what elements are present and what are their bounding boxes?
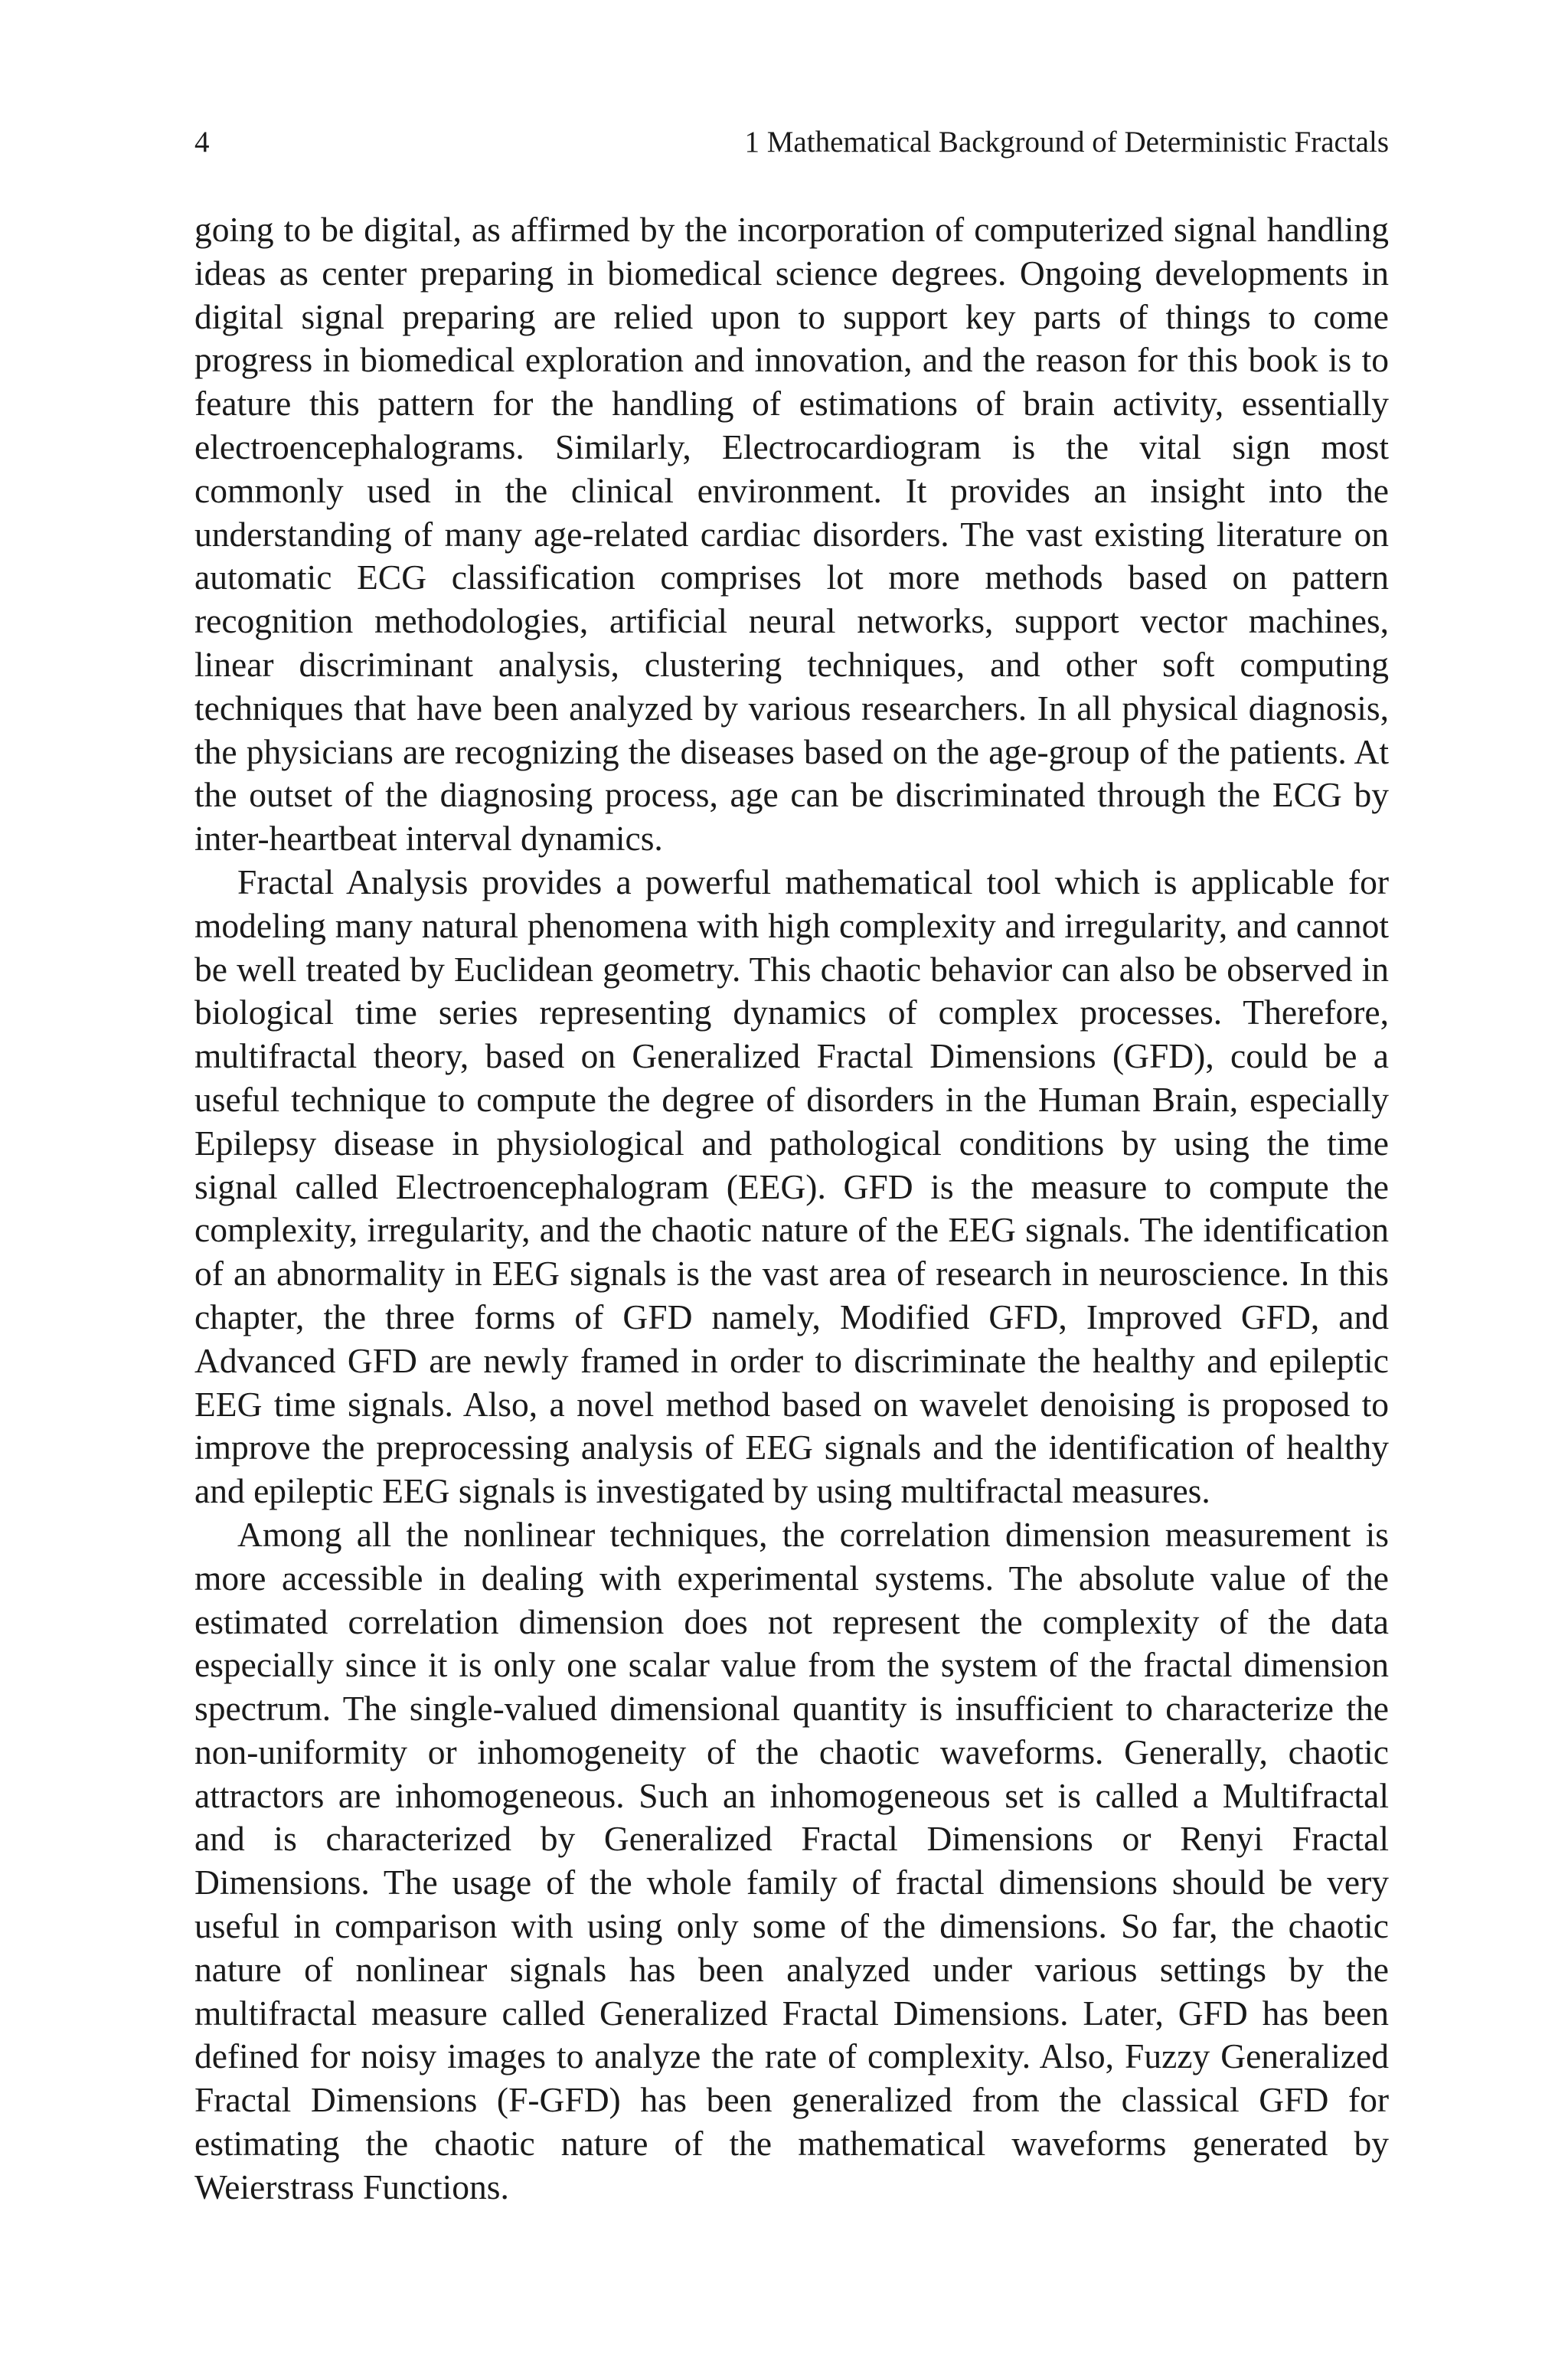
body-text	[194, 208, 1389, 2210]
chapter-title: 1 Mathematical Background of Deterministic Fractals	[744, 126, 1389, 159]
running-head	[194, 124, 1389, 161]
page-number: 4	[194, 126, 210, 159]
paragraph-1: going to be digital, as affirmed by the incorporation of computerized signal handling ideas as center preparing in biomedical science degrees. Ongoing developments in digital signal preparing are relied upon to support key parts of things to come progress in biomedical exploration and innovation, and the reason for this book is to feature this pattern for the handling of estimations of brain activity, essentially electroencephalograms. Similarly, Electrocardiogram is the vital sign most commonly used in the clinical environment. It provides an insight into the understanding of many age-related cardiac disorders. The vast existing literature on automatic ECG classification comprises lot more methods based on pattern recognition methodologies, artificial neural networks, support vector machines, linear discriminant analysis, clustering techniques, and other soft computing techniques that have been analyzed by various researchers. In all physical diagnosis, the physicians are recognizing the diseases based on the age-group of the patients. At the outset of the diagnosing process, age can be discriminated through the ECG by inter-heartbeat interval dynamics.	[194, 210, 1389, 859]
paragraph-2: Fractal Analysis provides a powerful mathematical tool which is applicable for modeling many natural phenomena with high complexity and irregularity, and cannot be well treated by Euclidean geometry. This chaotic behavior can also be observed in biological time series representing dynamics of complex processes. Therefore, multifractal theory, based on Generalized Fractal Dimensions (GFD), could be a useful technique to compute the degree of disorders in the Human Brain, especially Epilepsy disease in physiological and pathological conditions by using the time signal called Electroencephalogram (EEG). GFD is the measure to compute the complexity, irregularity, and the chaotic nature of the EEG signals. The identification of an abnormality in EEG signals is the vast area of research in neuroscience. In this chapter, the three forms of GFD namely, Modified GFD, Improved GFD, and Advanced GFD are newly framed in order to discriminate the healthy and epileptic EEG time signals. Also, a novel method based on wavelet denoising is proposed to improve the preprocessing analysis of EEG signals and the identification of healthy and epileptic EEG signals is investigated by using multifractal measures.	[194, 862, 1389, 1511]
paragraph-3: Among all the nonlinear techniques, the correlation dimension measurement is more accessible in dealing with experimental systems. The absolute value of the estimated correlation dimension does not represent the complexity of the data especially since it is only one scalar value from the system of the fractal dimension spectrum. The single-valued dimensional quantity is insufficient to characterize the non-uniformity or inhomogeneity of the chaotic waveforms. Generally, chaotic attractors are inhomogeneous. Such an inhomogeneous set is called a Multifractal and is characterized by Generalized Fractal Dimensions or Renyi Fractal Dimensions. The usage of the whole family of fractal dimensions should be very useful in comparison with using only some of the dimensions. So far, the chaotic nature of nonlinear signals has been analyzed under various settings by the multifractal measure called Generalized Fractal Dimensions. Later, GFD has been defined for noisy images to analyze the rate of complexity. Also, Fuzzy Generalized Fractal Dimensions (F-GFD) has been generalized from the classical GFD for estimating the chaotic nature of the mathematical waveforms generated by Weierstrass Functions.	[194, 1514, 1389, 2206]
